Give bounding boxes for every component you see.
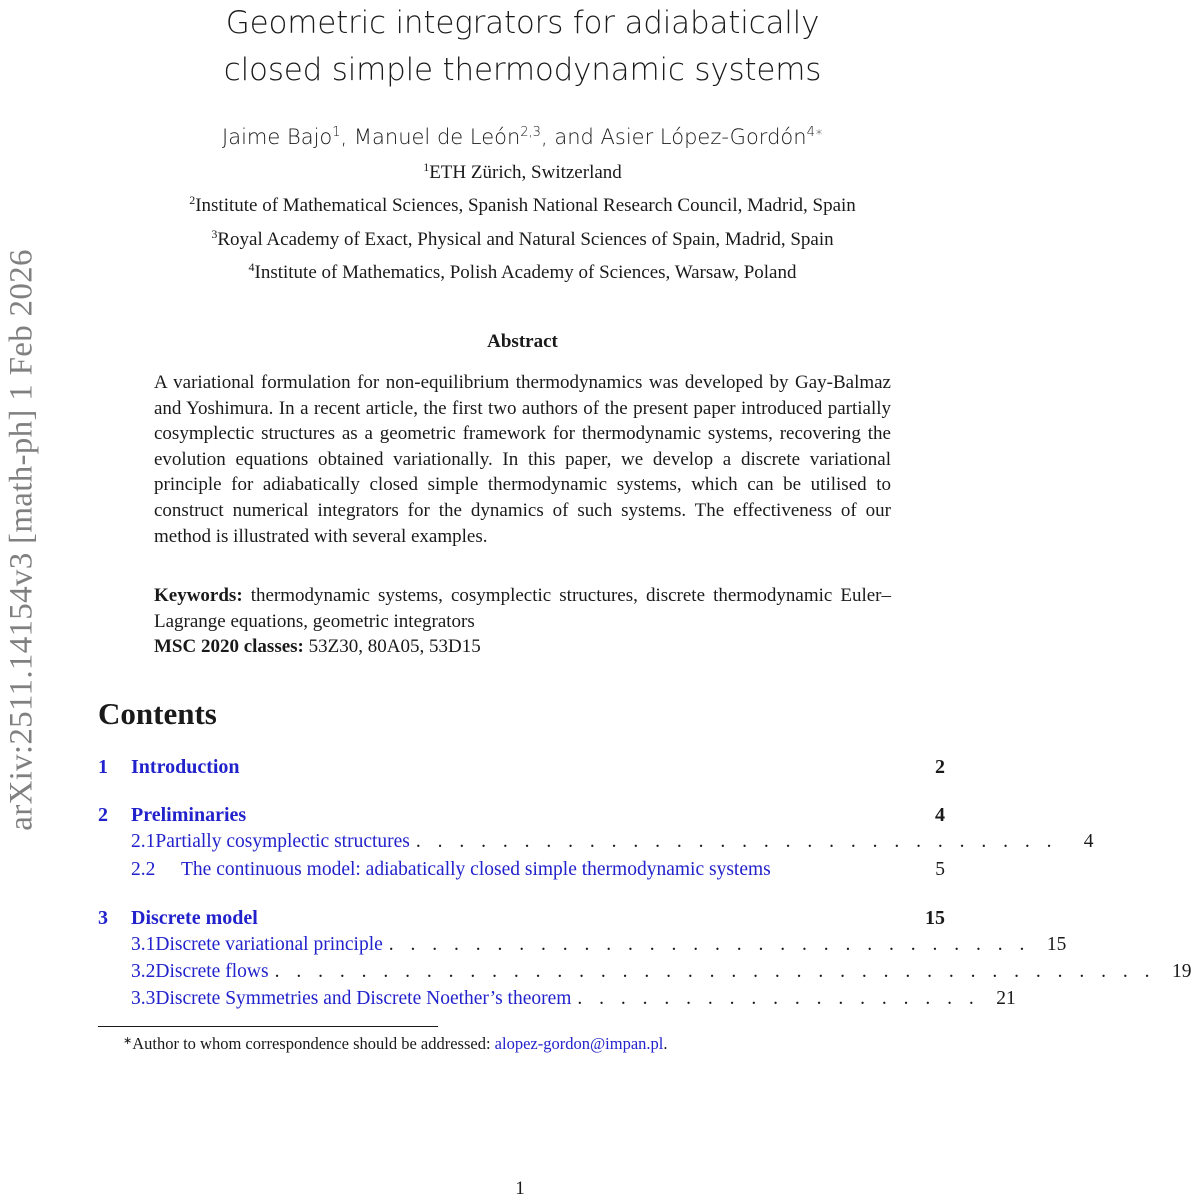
toc-number[interactable]: 2.2 xyxy=(131,859,156,880)
author-name: Manuel de León xyxy=(353,125,521,149)
affiliation-sup: 2 xyxy=(189,193,196,207)
toc-subsection-cosymplectic[interactable] xyxy=(131,831,1094,859)
msc-text: 53Z30, 80A05, 53D15 xyxy=(308,636,481,657)
toc-number[interactable]: 3.1 xyxy=(131,934,156,955)
toc-page: 4 xyxy=(1083,831,1094,852)
toc-number[interactable]: 2 xyxy=(98,804,108,826)
keywords-label: Keywords: xyxy=(154,585,243,606)
affiliation xyxy=(100,221,945,253)
toc-number[interactable]: 1 xyxy=(98,756,108,778)
affiliation-text: Royal Academy of Exact, Physical and Natural Sciences of Spain, Madrid, Spain xyxy=(217,229,834,250)
footnote-rule xyxy=(98,1026,438,1027)
toc-leader-dots: . . . . . . . . . . . . . . . . . . . . . . . . . . . . . . . . . . . . . . . . . xyxy=(274,961,1156,982)
contents-heading: Contents xyxy=(98,696,217,731)
affiliation-text: ETH Zürich, Switzerland xyxy=(429,162,622,183)
toc-title[interactable]: Partially cosymplectic structures xyxy=(155,831,410,852)
toc-title[interactable]: Discrete model xyxy=(131,907,258,929)
affiliation-sup: 3 xyxy=(211,227,218,241)
toc-page: 2 xyxy=(935,756,945,778)
msc-classes xyxy=(154,634,891,660)
toc-number[interactable]: 3.3 xyxy=(131,988,156,1009)
footnote-email-link[interactable]: alopez-gordon@impan.pl xyxy=(494,1034,664,1053)
abstract-heading: Abstract xyxy=(487,331,558,352)
toc-title[interactable]: Discrete flows xyxy=(155,961,269,982)
toc-number[interactable]: 3.2 xyxy=(131,961,156,982)
affiliation xyxy=(100,254,945,286)
title-line-1: Geometric integrators for adiabatically xyxy=(225,5,820,41)
toc-subsection-discrete-symmetries[interactable] xyxy=(131,988,1016,1016)
author-sup: 1 xyxy=(332,125,341,140)
toc-page: 15 xyxy=(1046,934,1067,955)
author-sup: 2,3 xyxy=(520,125,541,140)
toc-title[interactable]: Discrete Symmetries and Discrete Noether’s theorem xyxy=(155,988,572,1009)
affiliation-sup: 1 xyxy=(423,160,430,174)
toc-number[interactable]: 3 xyxy=(98,907,108,929)
toc-section-discrete-model[interactable] xyxy=(98,907,945,935)
toc-subsection-continuous-model[interactable] xyxy=(131,859,945,887)
toc-page: 15 xyxy=(925,907,945,929)
toc-section-preliminaries[interactable] xyxy=(98,804,945,832)
paper-title xyxy=(150,0,895,94)
footnote-mark: ∗ xyxy=(123,1035,133,1047)
keywords-text: thermodynamic systems, cosymplectic structures, discrete thermodynamic Euler–Lagrange equations, geometric integrators xyxy=(154,585,892,632)
toc-leader-dots: . . . . . . . . . . . . . . . . . . . . . . . . . . . . . . xyxy=(388,934,1031,955)
toc-title[interactable]: Introduction xyxy=(131,756,240,778)
footnote-text: Author to whom correspondence should be addressed: xyxy=(132,1034,495,1053)
affiliation-text: Institute of Mathematics, Polish Academy of Sciences, Warsaw, Poland xyxy=(254,262,797,283)
toc-page: 5 xyxy=(935,859,945,880)
toc-page: 4 xyxy=(935,804,945,826)
toc-subsection-discrete-flows[interactable] xyxy=(131,961,1191,989)
author-separator: , and xyxy=(540,125,601,149)
footnote-end: . xyxy=(663,1034,668,1053)
arxiv-identifier: arXiv:2511.14154v3 [math-ph] 1 Feb 2026 xyxy=(3,249,40,831)
author-name: Asier López-Gordón xyxy=(600,125,807,149)
author-separator: , xyxy=(340,125,354,149)
affiliation-sup: 4 xyxy=(248,260,255,274)
toc-section-introduction[interactable] xyxy=(98,756,945,784)
toc-page: 21 xyxy=(996,988,1016,1009)
affiliation-text: Institute of Mathematical Sciences, Spanish National Research Council, Madrid, Spain xyxy=(195,195,856,216)
title-line-2: closed simple thermodynamic systems xyxy=(223,52,822,88)
footnote xyxy=(123,1034,668,1054)
affiliation xyxy=(100,154,945,186)
msc-label: MSC 2020 classes: xyxy=(154,636,304,657)
keywords xyxy=(154,583,891,634)
toc-title[interactable]: The continuous model: adiabatically closed simple thermodynamic systems xyxy=(181,859,771,880)
author-sup: 4∗ xyxy=(806,125,823,140)
author-list xyxy=(150,116,895,154)
abstract-text: A variational formulation for non-equilibrium thermodynamics was developed by Gay-Balmaz and Yoshimura. In a recent article, the first two authors of the present paper introduced partially cosymplectic structures as a geometric framework for thermodynamic systems, recovering the evolution equations obtained variationally. In this paper, we develop a discrete variational principle for adiabatically closed simple thermodynamic systems, which can be utilised to construct numerical integrators for the dynamics of such systems. The effectiveness of our method is illustrated with several examples. xyxy=(154,372,891,547)
toc-page: 19 xyxy=(1171,961,1191,982)
toc-title[interactable]: Preliminaries xyxy=(131,804,247,826)
toc-subsection-variational-principle[interactable] xyxy=(131,934,1067,962)
toc-title[interactable]: Discrete variational principle xyxy=(155,934,383,955)
affiliation xyxy=(100,187,945,219)
toc-leader-dots: . . . . . . . . . . . . . . . . . . . . . . . . . . . . . . xyxy=(415,831,1058,852)
toc-leader-dots: . . . . . . . . . . . . . . . . . . . xyxy=(577,988,980,1009)
author-name: Jaime Bajo xyxy=(222,125,333,149)
page-number: 1 xyxy=(515,1178,525,1199)
toc-number[interactable]: 2.1 xyxy=(131,831,156,852)
